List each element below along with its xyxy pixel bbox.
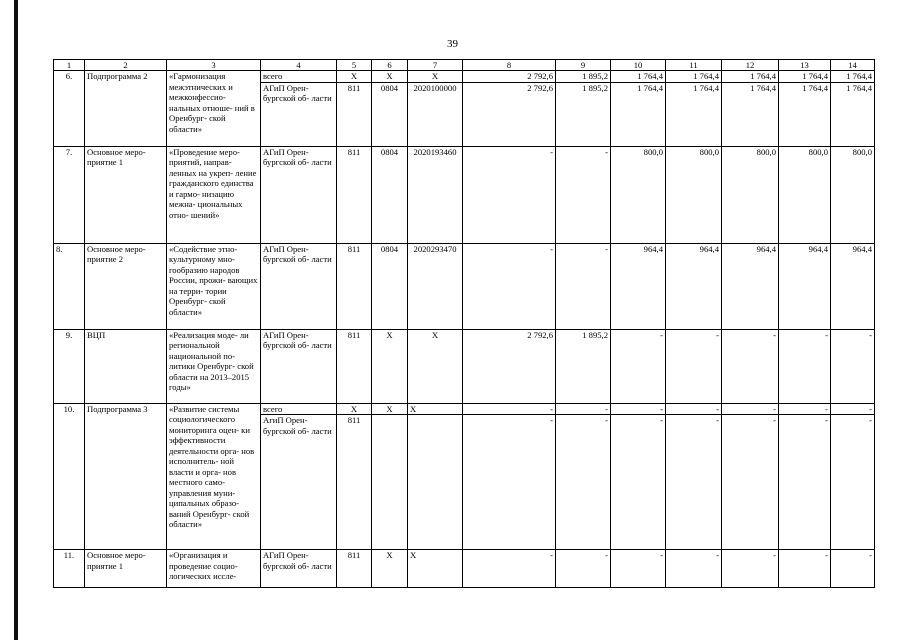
row-executor: АГиП Орен- бургской об- ласти — [261, 550, 337, 588]
cell: 811 — [337, 550, 372, 588]
cell: Х — [408, 403, 463, 415]
header-cell: 14 — [831, 60, 875, 71]
cell: Х — [337, 71, 372, 83]
header-cell: 8 — [463, 60, 556, 71]
cell: 2020193460 — [408, 146, 463, 243]
row-number: 10. — [54, 403, 85, 550]
cell: 2 792,6 — [463, 82, 556, 146]
cell: - — [831, 329, 875, 403]
cell: 800,0 — [722, 146, 779, 243]
row-executor: всего — [261, 71, 337, 83]
cell: 800,0 — [611, 146, 666, 243]
row-executor: АГиП Орен- бургской об- ласти — [261, 243, 337, 329]
row-name: «Реализация моде- ли региональной национальной по- литики Оренбург- ской области на 2013–2015 годы» — [167, 329, 261, 403]
cell: - — [666, 415, 722, 550]
table-row — [54, 403, 875, 415]
table-row — [54, 550, 875, 588]
cell: 0804 — [372, 82, 408, 146]
row-status: Основное меро- приятие 1 — [85, 550, 167, 588]
cell: - — [831, 550, 875, 588]
cell: 964,4 — [831, 243, 875, 329]
row-number: 8. — [54, 243, 85, 329]
header-cell: 9 — [556, 60, 611, 71]
cell: - — [463, 550, 556, 588]
row-number: 9. — [54, 329, 85, 403]
header-cell: 12 — [722, 60, 779, 71]
cell: 1 764,4 — [722, 82, 779, 146]
header-cell: 1 — [54, 60, 85, 71]
header-cell: 3 — [167, 60, 261, 71]
row-name: «Содействие этно- культурному мно- гообразию народов России, прожи- вающих на терри- тории Оренбург- ской области» — [167, 243, 261, 329]
table-row — [54, 329, 875, 403]
table-row — [54, 146, 875, 243]
cell: 1 764,4 — [611, 71, 666, 83]
row-executor: АГиП Орен- бургской об- ласти — [261, 329, 337, 403]
budget-table — [53, 59, 875, 588]
header-cell: 6 — [372, 60, 408, 71]
header-cell: 2 — [85, 60, 167, 71]
header-cell: 11 — [666, 60, 722, 71]
cell: 964,4 — [722, 243, 779, 329]
row-executor: АГиП Орен- бургской об- ласти — [261, 82, 337, 146]
row-status: Основное меро- приятие 2 — [85, 243, 167, 329]
cell: - — [722, 415, 779, 550]
row-number: 11. — [54, 550, 85, 588]
cell: Х — [408, 329, 463, 403]
cell: 1 895,2 — [556, 71, 611, 83]
cell: 811 — [337, 415, 372, 550]
cell: - — [831, 403, 875, 415]
cell: - — [556, 243, 611, 329]
cell: - — [779, 415, 831, 550]
cell: 1 764,4 — [611, 82, 666, 146]
cell: 811 — [337, 243, 372, 329]
row-name: «Организация и проведение социо- логических иссле- — [167, 550, 261, 588]
cell: Х — [372, 329, 408, 403]
cell: - — [666, 550, 722, 588]
cell: - — [722, 329, 779, 403]
cell: - — [611, 329, 666, 403]
row-name: «Гармонизация межэтнических и межконфессио- нальных отноше- ний в Оренбург- ской области» — [167, 71, 261, 147]
cell: - — [666, 329, 722, 403]
cell: 1 764,4 — [779, 71, 831, 83]
header-cell: 13 — [779, 60, 831, 71]
cell: - — [611, 415, 666, 550]
row-status: Основное меро- приятие 1 — [85, 146, 167, 243]
cell: Х — [408, 71, 463, 83]
header-row — [54, 60, 875, 71]
cell: 0804 — [372, 146, 408, 243]
row-executor: АГиП Орен- бургской об- ласти — [261, 146, 337, 243]
cell: 811 — [337, 146, 372, 243]
cell: 964,4 — [666, 243, 722, 329]
cell: 811 — [337, 329, 372, 403]
row-number: 7. — [54, 146, 85, 243]
cell: - — [463, 415, 556, 550]
cell: 1 895,2 — [556, 82, 611, 146]
cell: - — [779, 403, 831, 415]
page-number: 39 — [447, 38, 458, 50]
header-cell: 7 — [408, 60, 463, 71]
cell: 811 — [337, 82, 372, 146]
cell: 800,0 — [831, 146, 875, 243]
cell: - — [666, 403, 722, 415]
left-margin-bar — [14, 0, 18, 640]
row-status: Подпрограмма 2 — [85, 71, 167, 147]
header-cell: 10 — [611, 60, 666, 71]
cell: - — [556, 415, 611, 550]
cell: Х — [408, 550, 463, 588]
cell: 1 764,4 — [831, 82, 875, 146]
cell: 1 764,4 — [722, 71, 779, 83]
cell: 800,0 — [779, 146, 831, 243]
row-name: «Проведение меро- приятий, направ- ленных на укреп- ление гражданского единства и гармо- низацию межна- циональных отно- шений» — [167, 146, 261, 243]
cell: 1 895,2 — [556, 329, 611, 403]
cell: - — [831, 415, 875, 550]
cell: 2 792,6 — [463, 71, 556, 83]
table-row — [54, 71, 875, 83]
cell: 1 764,4 — [666, 71, 722, 83]
cell: - — [779, 329, 831, 403]
row-number: 6. — [54, 71, 85, 147]
cell: - — [556, 146, 611, 243]
cell: Х — [372, 71, 408, 83]
cell: Х — [372, 550, 408, 588]
cell: 1 764,4 — [666, 82, 722, 146]
cell: 800,0 — [666, 146, 722, 243]
cell — [408, 415, 463, 550]
cell: 1 764,4 — [779, 82, 831, 146]
cell — [372, 415, 408, 550]
cell: - — [463, 403, 556, 415]
row-status: ВЦП — [85, 329, 167, 403]
cell: 2020100000 — [408, 82, 463, 146]
cell: - — [556, 403, 611, 415]
cell: - — [463, 243, 556, 329]
header-cell: 5 — [337, 60, 372, 71]
cell: - — [556, 550, 611, 588]
cell: - — [611, 550, 666, 588]
cell: Х — [337, 403, 372, 415]
row-name: «Развитие системы социологического мониторинга оцен- ки эффективности деятельности орга- нов исполнитель- ной власти и орга- нов местного само- управления муни- ципальных образо- ваний Оренбург- ской области» — [167, 403, 261, 550]
row-status: Подпрограмма 3 — [85, 403, 167, 550]
row-executor: всего — [261, 403, 337, 415]
cell: 964,4 — [779, 243, 831, 329]
cell: - — [611, 403, 666, 415]
cell: - — [463, 146, 556, 243]
cell: 1 764,4 — [831, 71, 875, 83]
table-row — [54, 243, 875, 329]
cell: 2020293470 — [408, 243, 463, 329]
cell: Х — [372, 403, 408, 415]
row-executor: АгиП Орен- бургской об- ласти — [261, 415, 337, 550]
cell: 2 792,6 — [463, 329, 556, 403]
cell: 0804 — [372, 243, 408, 329]
cell: - — [722, 403, 779, 415]
cell: 964,4 — [611, 243, 666, 329]
header-cell: 4 — [261, 60, 337, 71]
cell: - — [779, 550, 831, 588]
cell: - — [722, 550, 779, 588]
